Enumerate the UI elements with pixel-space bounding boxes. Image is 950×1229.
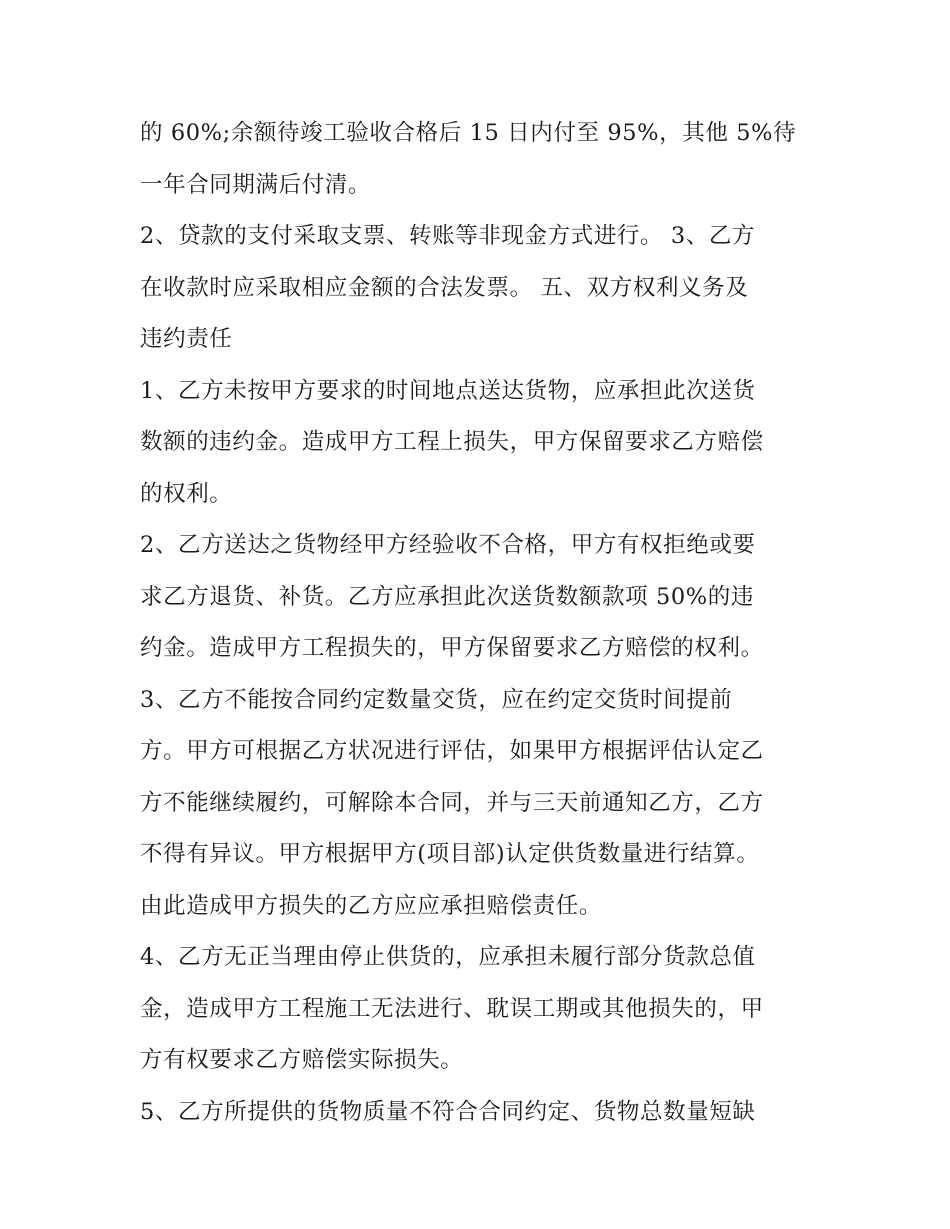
text-line: 在收款时应采取相应金额的合法发票。 五、双方权利义务及 [140,274,749,301]
text-line: 3、乙方不能按合同约定数量交货，应在约定交货时间提前 [140,686,733,713]
text-line: 2、贷款的支付采取支票、转账等非现金方式进行。 3、乙方 [140,223,756,249]
text-line: 不得有异议。甲方根据甲方(项目部)认定供货数量进行结算。 [140,841,760,867]
text-line: 4、乙方无正当理由停止供货的，应承担未履行部分货款总值 [140,944,756,970]
text-line: 违约责任 [140,326,233,352]
text-line: 约金。造成甲方工程损失的，甲方保留要求乙方赔偿的权利。 [140,635,764,661]
text-line: 的 60%;余额待竣工验收合格后 15 日内付至 95%，其他 5%待 [140,120,797,146]
text-line: 方。甲方可根据乙方状况进行评估，如果甲方根据评估认定乙 [140,738,764,764]
text-line: 的权利。 [140,480,233,507]
text-line: 1、乙方未按甲方要求的时间地点送达货物，应承担此次送货 [140,377,756,404]
text-line: 方不能继续履约，可解除本合同，并与三天前通知乙方，乙方 [140,789,764,816]
text-line: 5、乙方所提供的货物质量不符合合同约定、货物总数量短缺 [140,1098,756,1125]
text-line: 方有权要求乙方赔偿实际损失。 [140,1047,464,1073]
text-line: 由此造成甲方损失的乙方应应承担赔偿责任。 [140,892,603,919]
text-line: 金，造成甲方工程施工无法进行、耽误工期或其他损失的，甲 [140,995,764,1022]
text-line: 数额的违约金。造成甲方工程上损失，甲方保留要求乙方赔偿 [140,429,764,455]
text-line: 求乙方退货、补货。乙方应承担此次送货数额款项 50%的违 [140,583,754,610]
contract-text [140,108,820,1138]
text-line: 2、乙方送达之货物经甲方经验收不合格，甲方有权拒绝或要 [140,532,756,558]
text-line: 一年合同期满后付清。 [140,171,372,198]
